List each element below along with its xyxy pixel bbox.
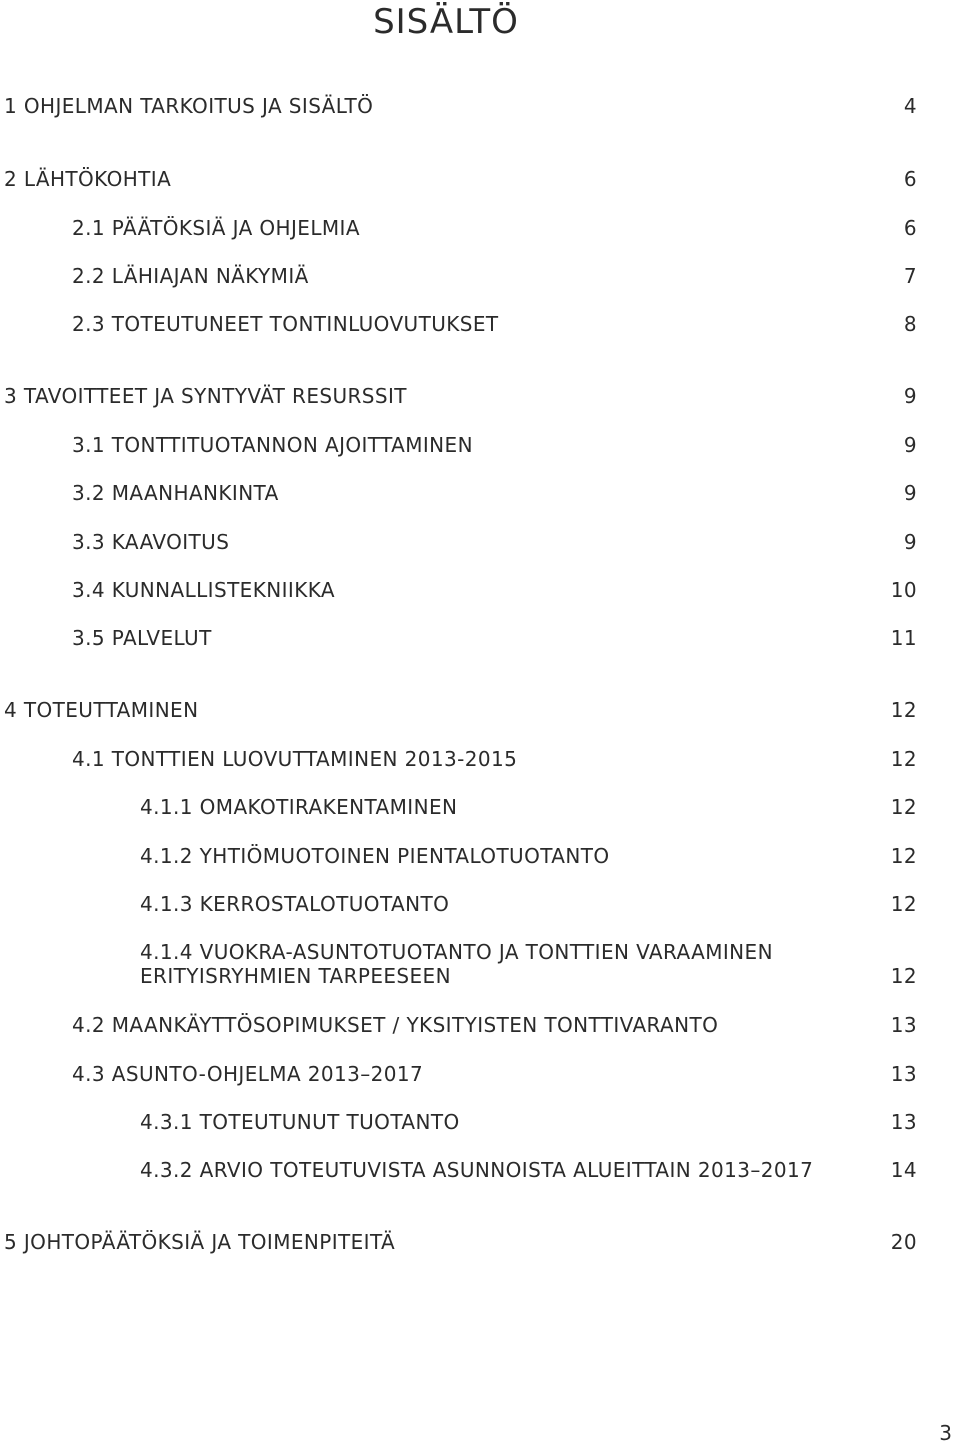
toc-entry-page: 12 — [890, 964, 917, 988]
toc-entry-label: 4.2 MAANKÄYTTÖSOPIMUKSET / YKSITYISTEN TONTTIVARANTO — [72, 1013, 719, 1037]
toc-entry-label: 1 OHJELMAN TARKOITUS JA SISÄLTÖ — [4, 94, 374, 118]
toc-entry-page: 12 — [890, 844, 917, 868]
toc-entry-label: 4.3 ASUNTO-OHJELMA 2013–2017 — [72, 1062, 424, 1086]
toc-entry-label: 3.2 MAANHANKINTA — [72, 481, 279, 505]
toc-entry-label: 2.2 LÄHIAJAN NÄKYMIÄ — [72, 264, 309, 288]
toc-entry-label: 5 JOHTOPÄÄTÖKSIÄ JA TOIMENPITEITÄ — [4, 1230, 396, 1254]
toc-entry-label: 4.1 TONTTIEN LUOVUTTAMINEN 2013-2015 — [72, 747, 518, 771]
toc-entry-page: 10 — [890, 578, 917, 602]
toc-entry-label: 4.1.4 VUOKRA-ASUNTOTUOTANTO JA TONTTIEN VARAAMINEN ERITYISRYHMIEN TARPEESEEN — [140, 940, 773, 988]
toc-entry-label: 2 LÄHTÖKOHTIA — [4, 167, 172, 191]
toc-entry-label: 3.3 KAAVOITUS — [72, 530, 230, 554]
toc-entry-page: 14 — [890, 1158, 917, 1182]
toc-entry-page: 9 — [903, 481, 917, 505]
toc-entry-page: 9 — [903, 384, 917, 408]
page-number: 3 — [939, 1421, 952, 1445]
toc-entry-page: 9 — [903, 433, 917, 457]
toc-entry-label: 4 TOTEUTTAMINEN — [4, 698, 199, 722]
toc-entry-label: 3 TAVOITTEET JA SYNTYVÄT RESURSSIT — [4, 384, 407, 408]
toc-entry-page: 6 — [903, 216, 917, 240]
toc-entry-page: 7 — [903, 264, 917, 288]
toc-entry-page: 12 — [890, 698, 917, 722]
toc-entry-page: 11 — [890, 626, 917, 650]
toc-entry-label: 4.1.1 OMAKOTIRAKENTAMINEN — [140, 795, 458, 819]
toc-entry-page: 8 — [903, 312, 917, 336]
toc-entry-page: 9 — [903, 530, 917, 554]
toc-entry-label: 4.1.3 KERROSTALOTUOTANTO — [140, 892, 450, 916]
toc-entry-label: 3.4 KUNNALLISTEKNIIKKA — [72, 578, 335, 602]
toc-entry-page: 12 — [890, 892, 917, 916]
toc-entry-label: 4.3.1 TOTEUTUNUT TUOTANTO — [140, 1110, 460, 1134]
toc-entry-label: 2.1 PÄÄTÖKSIÄ JA OHJELMIA — [72, 216, 360, 240]
toc-entry-page: 6 — [903, 167, 917, 191]
toc-entry-page: 13 — [890, 1110, 917, 1134]
toc-entry-page: 20 — [890, 1230, 917, 1254]
toc-entry-page: 12 — [890, 747, 917, 771]
toc-entry-label: 4.3.2 ARVIO TOTEUTUVISTA ASUNNOISTA ALUEITTAIN 2013–2017 — [140, 1158, 814, 1182]
toc-entry-page: 13 — [890, 1013, 917, 1037]
page-title: SISÄLTÖ — [373, 2, 519, 42]
toc-entry-label: 3.1 TONTTITUOTANNON AJOITTAMINEN — [72, 433, 473, 457]
toc-entry-page: 4 — [903, 94, 917, 118]
toc-entry-label: 4.1.2 YHTIÖMUOTOINEN PIENTALOTUOTANTO — [140, 844, 610, 868]
toc-entry-page: 13 — [890, 1062, 917, 1086]
toc-entry-label: 2.3 TOTEUTUNEET TONTINLUOVUTUKSET — [72, 312, 499, 336]
toc-entry-page: 12 — [890, 795, 917, 819]
toc-entry-label: 3.5 PALVELUT — [72, 626, 212, 650]
